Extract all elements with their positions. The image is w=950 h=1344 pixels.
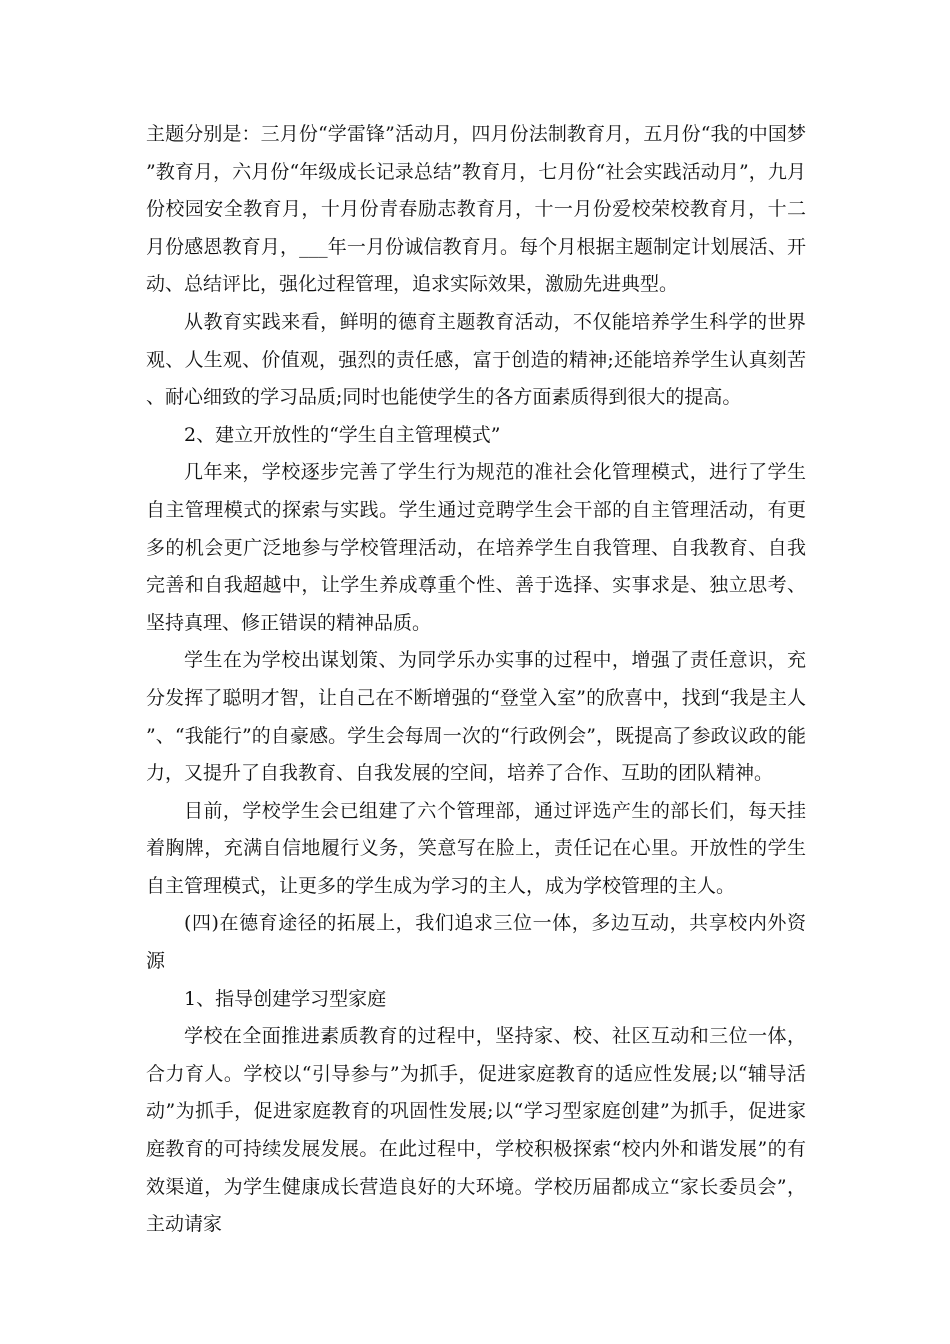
paragraph-student-responsibility: 学生在为学校出谋划策、为同学乐办实事的过程中，增强了责任意识，充分发挥了聪明才智，让自己在不断增强的“登堂入室”的欣喜中，找到“我是主人”、“我能行”的自豪感。学生会每周一次的“行政例会”，既提高了参政议政的能力，又提升了自我教育、自我发展的空间，培养了合作、互助的团队精神。 — [146, 649, 806, 785]
document-body — [146, 116, 806, 1244]
paragraph-self-management-model: 几年来，学校逐步完善了学生行为规范的准社会化管理模式，进行了学生自主管理模式的探索与实践。学生通过竞聘学生会干部的自主管理活动，有更多的机会更广泛地参与学校管理活动，在培养学生自我管理、自我教育、自我完善和自我超越中，让学生养成尊重个性、善于选择、实事求是、独立思考、坚持真理、修正错误的精神品质。 — [146, 461, 806, 634]
paragraph-student-union: 目前，学校学生会已组建了六个管理部，通过评选产生的部长们，每天挂着胸牌，充满自信地履行义务，笑意写在脸上，责任记在心里。开放性的学生自主管理模式，让更多的学生成为学习的主人，成为学校管理的主人。 — [146, 799, 806, 897]
section-heading-moral-education-paths: (四)在德育途径的拓展上，我们追求三位一体，多边互动，共享校内外资源 — [146, 912, 806, 973]
paragraph-home-school-community: 学校在全面推进素质教育的过程中，坚持家、校、社区互动和三位一体，合力育人。学校以“引导参与”为抓手，促进家庭教育的适应性发展;以“辅导活动”为抓手，促进家庭教育的巩固性发展;以“学习型家庭创建”为抓手，促进家庭教育的可持续发展发展。在此过程中，学校积极探索“校内外和谐发展”的有效渠道，为学生健康成长营造良好的大环境。学校历届都成立“家长委员会”，主动请家 — [146, 1025, 806, 1236]
paragraph-practice-results: 从教育实践来看，鲜明的德育主题教育活动，不仅能培养学生科学的世界观、人生观、价值观，强烈的责任感，富于创造的精神;还能培养学生认真刻苦、耐心细致的学习品质;同时也能使学生的各方面素质得到很大的提高。 — [146, 310, 806, 409]
paragraph-monthly-themes: 主题分别是：三月份“学雷锋”活动月，四月份法制教育月，五月份“我的中国梦”教育月，六月份“年级成长记录总结”教育月，七月份“社会实践活动月”，九月份校园安全教育月，十月份青春励志教育月，十一月份爱校荣校教育月，十二月份感恩教育月，___年一月份诚信教育月。每个月根据主题制定计划展活、开动、总结评比，强化过程管理，追求实际效果，激励先进典型。 — [146, 123, 806, 296]
section-heading-self-management: 2、建立开放性的“学生自主管理模式” — [184, 423, 501, 446]
section-heading-learning-family: 1、指导创建学习型家庭 — [184, 987, 387, 1010]
